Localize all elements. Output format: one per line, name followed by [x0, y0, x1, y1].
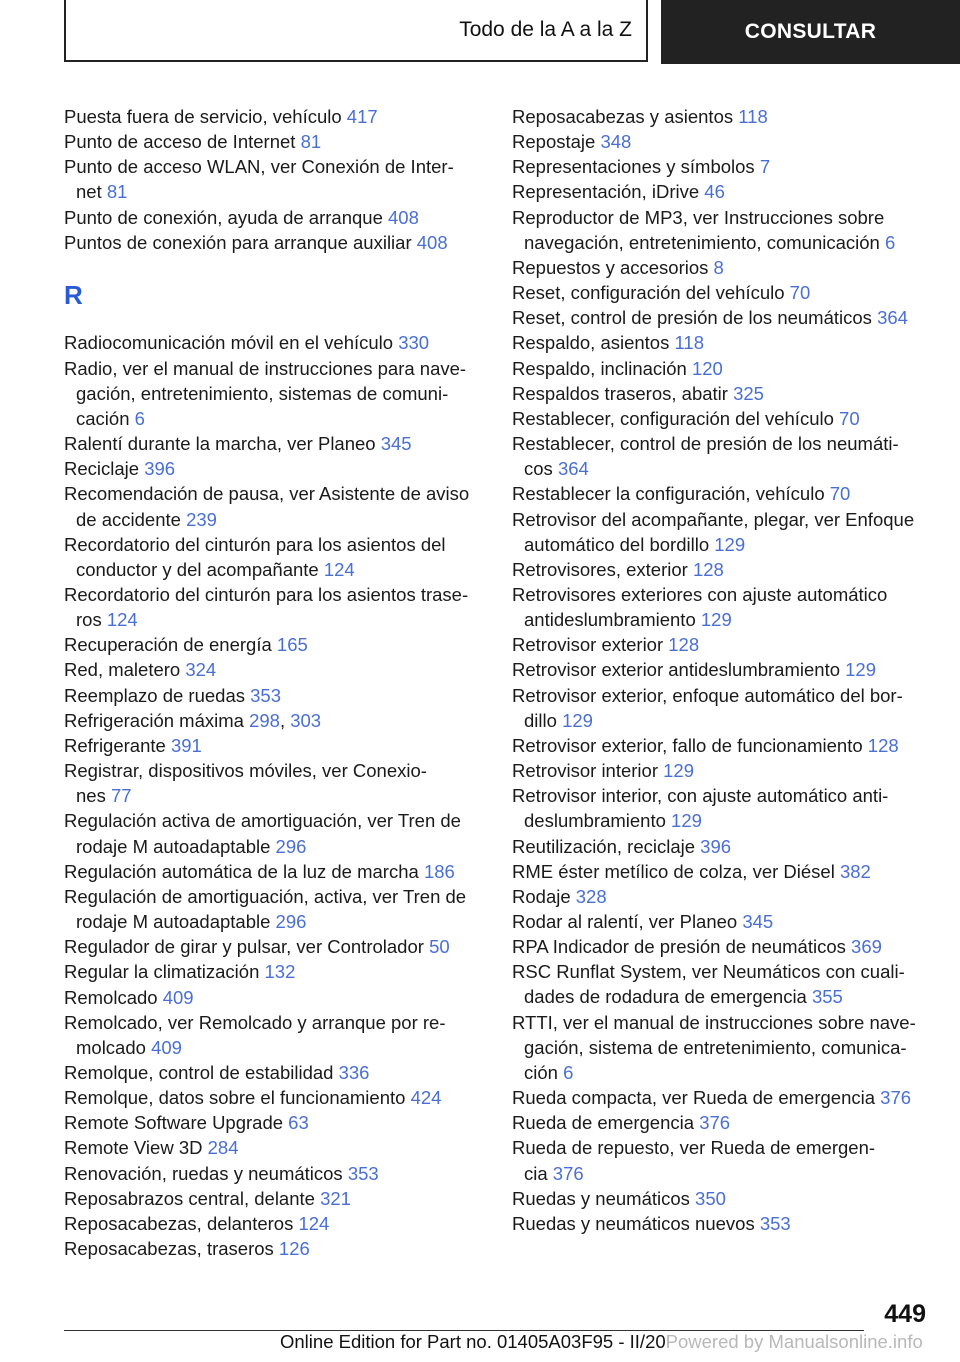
index-entry: [512, 959, 932, 1009]
index-entry-text: Remolcado: [64, 986, 163, 1008]
index-entry: [512, 934, 932, 959]
index-entry: [512, 1186, 932, 1211]
index-entry: [512, 733, 932, 758]
page-reference-link[interactable]: 408: [416, 231, 448, 253]
index-entry-text: Rueda compacta, ver Rueda de emergencia: [512, 1087, 881, 1109]
index-entry: [512, 205, 932, 255]
index-entry-text: rodaje M autoadaptable: [76, 835, 276, 857]
page-reference-link[interactable]: 330: [398, 332, 430, 354]
page-reference-link[interactable]: 239: [186, 508, 217, 530]
index-entry: [512, 884, 932, 909]
index-entry-text: RPA Indicador de presión de neumáticos: [512, 936, 852, 958]
page-reference-link[interactable]: 396: [144, 458, 176, 480]
index-entry-text: Reproductor de MP3, ver Instrucciones sobre: [512, 206, 885, 228]
page-reference-link[interactable]: 46: [704, 181, 725, 203]
page-reference-link[interactable]: 124: [298, 1212, 330, 1234]
page-reference-link[interactable]: 345: [380, 433, 412, 455]
index-entry: [512, 632, 932, 657]
page-reference-link[interactable]: 77: [110, 785, 132, 807]
index-entry: [512, 582, 932, 632]
index-entry-text: Reposacabezas y asientos: [512, 106, 739, 127]
index-entry-text: Recuperación de energía: [64, 634, 277, 656]
index-entry: [64, 104, 484, 129]
index-entry-text: Ralentí durante la marcha, ver Planeo: [64, 433, 381, 455]
page-reference-link[interactable]: 364: [877, 307, 908, 329]
index-entry-text: Regulación automática de la luz de marcha: [64, 860, 424, 882]
index-entry-text: Punto de acceso WLAN, ver Conexión de Inter‐: [64, 156, 454, 178]
index-entry: [64, 356, 484, 431]
index-entry: [512, 683, 932, 733]
index-entry: [512, 305, 932, 330]
page-reference-link[interactable]: 324: [185, 659, 217, 681]
page-reference-link[interactable]: 321: [320, 1187, 351, 1209]
index-entry: [512, 179, 932, 204]
index-entry: [512, 1135, 932, 1185]
index-entry: [512, 104, 932, 129]
index-entry-text: conductor y del acompañante: [76, 558, 324, 580]
page-reference-link[interactable]: 303: [290, 709, 322, 731]
page-reference-link[interactable]: 296: [275, 911, 307, 933]
index-entry: [512, 431, 932, 481]
page-reference-link[interactable]: 396: [700, 835, 732, 857]
index-entry: [64, 1060, 484, 1085]
index-entry-text: Reciclaje: [64, 458, 145, 480]
page-reference-link[interactable]: 63: [288, 1112, 309, 1134]
index-entry-text: cia: [524, 1162, 553, 1184]
index-entry: [512, 330, 932, 355]
page-reference-link[interactable]: 129: [663, 760, 695, 782]
index-entry-text: gación, entretenimiento, sistemas de comuni‐: [76, 382, 449, 404]
index-entry-text: Respaldos traseros, abatir: [512, 382, 734, 404]
index-entry-text: Retrovisor exterior: [512, 634, 669, 656]
index-entry-text: net: [76, 181, 107, 203]
index-column-right: [512, 104, 932, 1236]
page-reference-link[interactable]: 417: [346, 106, 378, 127]
index-entry: [64, 205, 484, 230]
index-entry: [512, 758, 932, 783]
index-entry: [64, 1135, 484, 1160]
page-reference-link[interactable]: 70: [789, 282, 811, 304]
index-entry-text: Radio, ver el manual de instrucciones para nave‐: [64, 357, 467, 379]
index-entry: [512, 507, 932, 557]
index-entry-text: Regulación de amortiguación, activa, ver Tren de: [64, 885, 467, 907]
index-entry-text: Punto de conexión, ayuda de arranque: [64, 206, 388, 228]
index-entry-text: antideslumbramiento: [524, 609, 701, 631]
index-entry-text: Reutilización, reciclaje: [512, 835, 701, 857]
index-entry-text: ción: [524, 1061, 564, 1083]
index-entry-text: Puesta fuera de servicio, vehículo: [64, 106, 347, 127]
index-entry-text: Retrovisor exterior, enfoque automático del bor‐: [512, 684, 903, 706]
index-entry: Refrigeración máxima 298, 303: [64, 709, 322, 731]
page-reference-link[interactable]: 132: [264, 961, 296, 983]
index-entry: [512, 657, 932, 682]
index-entry: [64, 1211, 484, 1236]
page-reference-link[interactable]: 409: [151, 1036, 182, 1058]
index-entry: [512, 406, 932, 431]
page-reference-link[interactable]: 382: [839, 860, 871, 882]
index-entry: [64, 632, 484, 657]
page-reference-link[interactable]: 408: [388, 206, 419, 228]
index-entry: [512, 909, 932, 934]
index-entry-text: Respaldo, inclinación: [512, 357, 692, 379]
footer: [280, 1331, 960, 1353]
index-entry-text: Representaciones y símbolos: [512, 156, 760, 178]
index-entry: [512, 129, 932, 154]
page-reference-link[interactable]: 325: [733, 382, 764, 404]
index-entry: [64, 1110, 484, 1135]
page-reference-link[interactable]: 70: [839, 407, 860, 429]
page-reference-link[interactable]: 118: [674, 332, 704, 354]
index-entry-text: Refrigerante: [64, 734, 171, 756]
index-entry-text: Remolque, datos sobre el funcionamiento: [64, 1087, 411, 1109]
index-entry-text: Reemplazo de ruedas: [64, 684, 251, 706]
page-reference-link[interactable]: 186: [423, 860, 455, 882]
index-entry-text: Rueda de emergencia: [512, 1112, 700, 1134]
index-entry-text: Regulación activa de amortiguación, ver Tren de: [64, 810, 461, 832]
index-entry-text: Restablecer la configuración, vehículo: [512, 483, 830, 505]
index-entry: [512, 783, 932, 833]
index-entry: [512, 255, 932, 280]
index-entry-text: cación: [76, 407, 135, 429]
index-entry: [64, 985, 484, 1010]
page-reference-link[interactable]: 6: [884, 231, 896, 253]
page-reference-link[interactable]: 128: [867, 734, 899, 756]
page-reference-link[interactable]: 376: [699, 1112, 731, 1134]
page-reference-link[interactable]: 124: [106, 609, 138, 631]
index-entry: [64, 884, 484, 934]
footer-brand: Powered by Manualsonline.info: [665, 1331, 923, 1352]
page-reference-link[interactable]: 8: [713, 256, 724, 278]
index-entry: [512, 154, 932, 179]
index-entry-text: Repuestos y accesorios: [512, 256, 714, 278]
index-entry-text: Rodar al ralentí, ver Planeo: [512, 911, 743, 932]
page-reference-link[interactable]: 353: [347, 1162, 379, 1184]
index-entry: [512, 1110, 932, 1135]
page-number: 449: [884, 1300, 926, 1328]
index-entry: [512, 356, 932, 381]
index-entry-text: Reposacabezas, traseros: [64, 1238, 279, 1260]
index-entry-text: RSC Runflat System, ver Neumáticos con cuali‐: [512, 961, 905, 983]
index-entry-text: Punto de acceso de Internet: [64, 131, 301, 153]
index-entry-text: automático del bordillo: [524, 533, 715, 555]
page-reference-link[interactable]: 129: [562, 709, 593, 731]
index-entry-text: Remolcado, ver Remolcado y arranque por re‐: [64, 1011, 446, 1033]
page-reference-link[interactable]: 126: [278, 1238, 310, 1260]
index-entry: [512, 381, 932, 406]
index-entry-text: Regulador de girar y pulsar, ver Controlador: [64, 936, 430, 958]
index-entry-text: Restablecer, control de presión de los neumáti‐: [512, 433, 899, 455]
index-entry-text: Retrovisor exterior antideslumbramiento: [512, 659, 846, 681]
index-entry: [64, 683, 484, 708]
index-entry-text: Retrovisor exterior, fallo de funcionamiento: [512, 734, 868, 756]
page-reference-link[interactable]: 353: [759, 1212, 791, 1234]
index-entry: [64, 934, 484, 959]
page-reference-link[interactable]: 345: [742, 911, 774, 932]
page-reference-link[interactable]: 120: [691, 357, 723, 379]
index-entry-text: gación, sistema de entretenimiento, comunica‐: [524, 1036, 907, 1058]
index-entry: [512, 859, 932, 884]
index-entry-text: Retrovisor interior, con ajuste automático anti‐: [512, 785, 889, 807]
index-entry-text: Remote Software Upgrade: [64, 1112, 289, 1134]
index-entry-text: molcado: [76, 1036, 152, 1058]
index-letter-heading: R: [64, 279, 83, 310]
index-entry-text: cos: [524, 458, 558, 480]
index-entry: [64, 758, 484, 808]
page-reference-link[interactable]: 50: [429, 936, 450, 958]
index-entry: [64, 582, 484, 632]
index-entry-text: Retrovisor interior: [512, 760, 664, 782]
footer-edition: Online Edition for Part no. 01405A03F95 - II/20: [280, 1331, 666, 1352]
index-entry-text: navegación, entretenimiento, comunicación: [524, 231, 885, 253]
page-reference-link[interactable]: 6: [134, 407, 145, 429]
index-entry-text: ros: [76, 609, 107, 631]
index-entry-text: RTTI, ver el manual de instrucciones sobre nave‐: [512, 1011, 916, 1033]
index-entry-text: Restablecer, configuración del vehículo: [512, 407, 840, 429]
index-entry: [64, 733, 484, 758]
page-reference-link[interactable]: 118: [738, 106, 768, 127]
index-entry: [64, 230, 484, 255]
page-reference-link[interactable]: 348: [600, 131, 632, 153]
index-entry: [512, 557, 932, 582]
page-reference-link[interactable]: 355: [811, 986, 843, 1008]
page-reference-link[interactable]: 129: [700, 609, 732, 631]
page-reference-link[interactable]: 296: [275, 835, 307, 857]
page-header: [64, 0, 960, 64]
index-entry-text: Remote View 3D: [64, 1137, 208, 1159]
page-reference-link[interactable]: 364: [557, 458, 589, 480]
index-entry-text: nes: [76, 785, 111, 807]
index-entry-text: Ruedas y neumáticos: [512, 1187, 696, 1209]
index-entry: [512, 1085, 932, 1110]
index-entry-text: Rueda de repuesto, ver Rueda de emergen‐: [512, 1137, 876, 1159]
page-reference-link[interactable]: 284: [207, 1137, 239, 1159]
index-entry: [512, 481, 932, 506]
index-entry: [512, 280, 932, 305]
index-entry-text: Renovación, ruedas y neumáticos: [64, 1162, 348, 1184]
index-entry: [64, 481, 484, 531]
index-entry: [512, 1211, 932, 1236]
index-entry-text: Red, maletero: [64, 659, 186, 681]
page-reference-link[interactable]: 129: [845, 659, 877, 681]
index-entry: [64, 1010, 484, 1060]
index-entry-text: Recordatorio del cinturón para los asientos del: [64, 533, 446, 555]
index-entry: [64, 330, 484, 355]
page-reference-link[interactable]: 424: [410, 1087, 442, 1109]
index-entry: [64, 1161, 484, 1186]
page-reference-link[interactable]: 409: [162, 986, 194, 1008]
index-entry: [64, 1186, 484, 1211]
page-reference-link[interactable]: 328: [575, 885, 607, 907]
page-reference-link[interactable]: 70: [829, 483, 851, 505]
index-entry-text: Ruedas y neumáticos nuevos: [512, 1212, 760, 1234]
index-entry: [64, 859, 484, 884]
index-entry-text: Reposacabezas, delanteros: [64, 1212, 299, 1234]
index-entry-text: dillo: [524, 709, 563, 731]
index-entry-text: RME éster metílico de colza, ver Diésel: [512, 860, 840, 882]
index-entry: [64, 431, 484, 456]
page-reference-link[interactable]: 350: [695, 1187, 726, 1209]
index-entry-text: Recomendación de pausa, ver Asistente de aviso: [64, 483, 470, 505]
index-entry-text: dades de rodadura de emergencia: [524, 986, 812, 1008]
index-entry-text: Reposabrazos central, delante: [64, 1187, 321, 1209]
index-column-left: [64, 104, 484, 1261]
page-reference-link[interactable]: 376: [552, 1162, 584, 1184]
page-reference-link[interactable]: 7: [759, 156, 771, 178]
page-reference-link[interactable]: 376: [880, 1087, 912, 1109]
index-entry: [64, 532, 484, 582]
index-entry-text: Respaldo, asientos: [512, 332, 675, 354]
page-reference-link[interactable]: 129: [671, 810, 702, 832]
index-entry-text: deslumbramiento: [524, 810, 672, 832]
index-entry: [64, 808, 484, 858]
index-entry-text: Reset, control de presión de los neumáticos: [512, 307, 878, 329]
index-entry: [512, 834, 932, 859]
page-reference-link[interactable]: 81: [300, 131, 322, 153]
index-entry-text: Remolque, control de estabilidad: [64, 1061, 339, 1083]
index-entry-text: Retrovisor del acompañante, plegar, ver Enfoque: [512, 508, 915, 530]
index-entry: [512, 1010, 932, 1085]
index-entry-text: de accidente: [76, 508, 187, 530]
index-entry-text: Representación, iDrive: [512, 181, 705, 203]
index-entry-text: Repostaje: [512, 131, 601, 153]
index-entry: [64, 1085, 484, 1110]
index-entry: [64, 154, 484, 204]
page-reference-link[interactable]: 165: [276, 634, 308, 656]
page-reference-link[interactable]: 124: [323, 558, 355, 580]
page-reference-link[interactable]: 353: [250, 684, 282, 706]
page-reference-link[interactable]: 81: [106, 181, 128, 203]
index-entry-text: Recordatorio del cinturón para los asientos trase‐: [64, 584, 469, 605]
index-entry: [64, 657, 484, 682]
index-entry: [64, 456, 484, 481]
index-entry: [64, 129, 484, 154]
page-reference-link[interactable]: 128: [668, 634, 700, 656]
section-tab: [64, 0, 648, 62]
page-reference-link[interactable]: 391: [170, 734, 202, 756]
index-entry-text: rodaje M autoadaptable: [76, 911, 276, 933]
index-entry-text: Rodaje: [512, 885, 576, 907]
page-reference-link[interactable]: 128: [692, 558, 724, 580]
index-entry-text: Registrar, dispositivos móviles, ver Conexio‐: [64, 760, 427, 782]
index-entry: [64, 959, 484, 984]
page-reference-link[interactable]: 129: [714, 533, 746, 555]
page-reference-link[interactable]: 298: [249, 709, 280, 731]
index-entry-text: Retrovisores exteriores con ajuste automático: [512, 583, 888, 605]
index-entry-text: Puntos de conexión para arranque auxiliar: [64, 231, 417, 253]
page-reference-link[interactable]: 369: [851, 936, 882, 958]
index-entry-text: Regular la climatización: [64, 961, 265, 983]
index-entry-text: Reset, configuración del vehículo: [512, 282, 790, 304]
index-entry-text: Retrovisores, exterior: [512, 558, 693, 580]
consultar-tab[interactable]: [661, 0, 960, 64]
section-label: Todo de la A a la Z: [459, 18, 632, 41]
index-entry-text: Radiocomunicación móvil en el vehículo: [64, 332, 399, 354]
page-reference-link[interactable]: 6: [563, 1061, 574, 1083]
index-entry: [64, 1236, 484, 1261]
consultar-label: CONSULTAR: [744, 20, 877, 43]
index-entry-text: Refrigeración máxima: [64, 709, 250, 731]
page-reference-link[interactable]: 336: [338, 1061, 370, 1083]
